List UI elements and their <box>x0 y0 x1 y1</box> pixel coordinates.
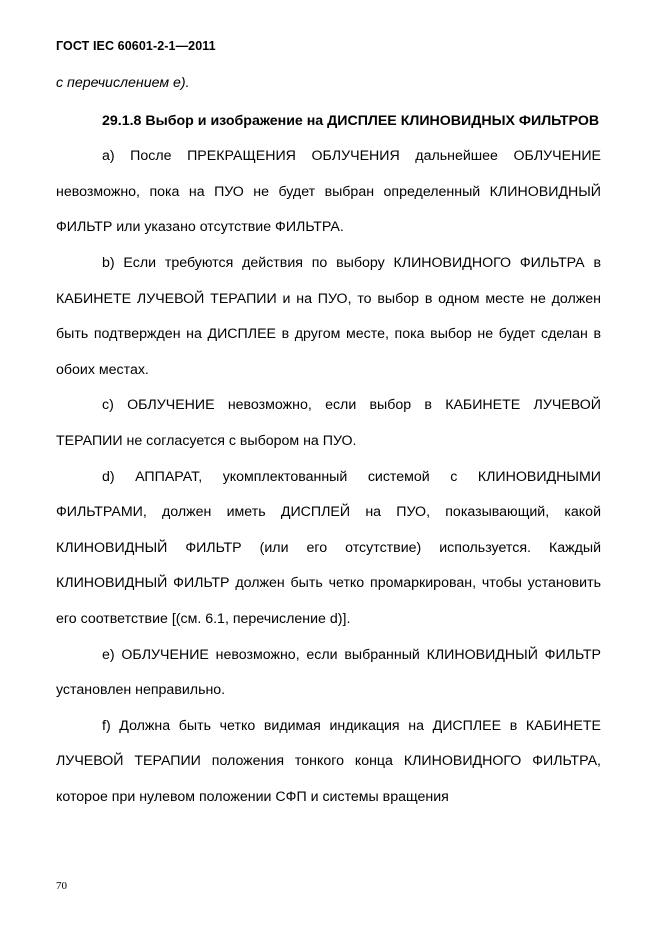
continuation-text: с перечислением е). <box>56 75 190 91</box>
paragraph-c: c) ОБЛУЧЕНИЕ невозможно, если выбор в КАБИНЕТЕ ЛУЧЕВОЙ ТЕРАПИИ не согласуется с выбором на ПУО. <box>56 397 601 449</box>
document-body <box>56 66 601 815</box>
page-number: 70 <box>56 880 67 892</box>
paragraph-a: a) После ПРЕКРАЩЕНИЯ ОБЛУЧЕНИЯ дальнейшее ОБЛУЧЕНИЕ невозможно, пока на ПУО не будет выбран определенный КЛИНОВИДНЫЙ ФИЛЬТР или указано отсутствие ФИЛЬТРА. <box>56 148 601 236</box>
document-header: ГОСТ IEC 60601-2-1—2011 <box>56 39 216 53</box>
paragraph-d: d) АППАРАТ, укомплектованный системой с КЛИНОВИДНЫМИ ФИЛЬТРАМИ, должен иметь ДИСПЛЕЙ на ПУО, показывающий, какой КЛИНОВИДНЫЙ ФИЛЬТР (или его отсутствие) используется. Каждый КЛИНОВИДНЫЙ ФИЛЬТР должен быть четко промаркирован, чтобы установить его соответствие [(см. 6.1, перечисление d)]. <box>56 468 601 627</box>
paragraph-e: e) ОБЛУЧЕНИЕ невозможно, если выбранный КЛИНОВИДНЫЙ ФИЛЬТР установлен неправильно. <box>56 646 601 699</box>
section-heading: 29.1.8 Выбор и изображение на ДИСПЛЕЕ КЛИНОВИДНЫХ ФИЛЬТРОВ <box>102 112 600 129</box>
paragraph-b: b) Если требуются действия по выбору КЛИНОВИДНОГО ФИЛЬТРА в КАБИНЕТЕ ЛУЧЕВОЙ ТЕРАПИИ и на ПУО, то выбор в одном месте не должен быть подтвержден на ДИСПЛЕЕ в другом месте, пока выбор не будет сделан в обоих местах. <box>56 254 601 378</box>
paragraph-f: f) Должна быть четко видимая индикация на ДИСПЛЕЕ в КАБИНЕТЕ ЛУЧЕВОЙ ТЕРАПИИ положения тонкого конца КЛИНОВИДНОГО ФИЛЬТРА, которое при нулевом положении СФП и системы вращения <box>56 717 601 805</box>
